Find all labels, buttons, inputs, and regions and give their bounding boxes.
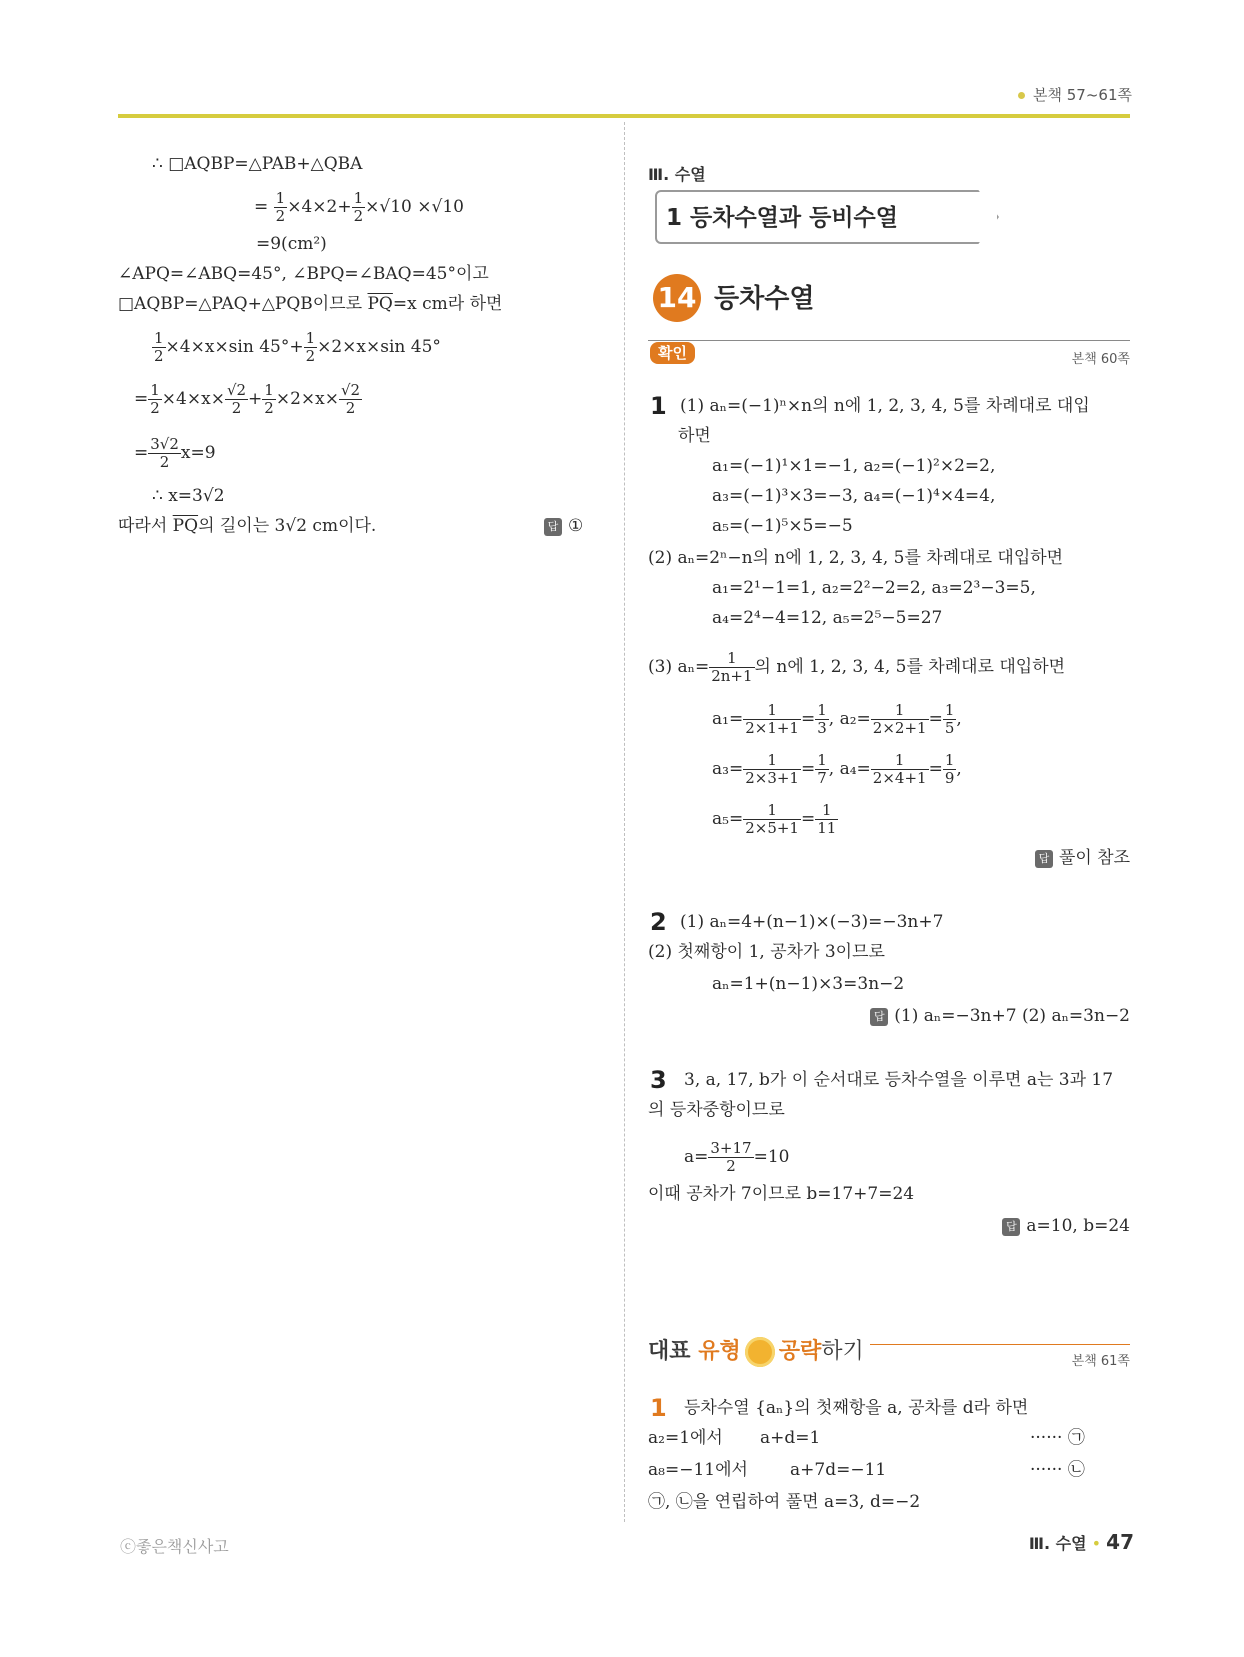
- fraction: [148, 382, 162, 417]
- denominator: 2×3+1: [745, 769, 799, 787]
- rep-heading-part: 유형: [698, 1339, 741, 1364]
- p3-line-a: 3, a, 17, b가 이 순서대로 등차수열을 이루면 a는 3과 17: [684, 1070, 1114, 1090]
- fraction: [148, 436, 181, 471]
- expr-text: 따라서: [118, 516, 173, 536]
- check-rule: [648, 340, 1130, 341]
- unit-label: Ⅲ. 수열: [648, 165, 706, 184]
- answer-text: ①: [568, 516, 584, 536]
- p1-row-1: a₁= $\frac{1}{2\times 1+1}$ = $\frac{1}{3}$ , a₂= $\frac{1}{2\times 2+1}$ = $\frac{1}{5}$ ,: [712, 701, 962, 737]
- numerator: 1: [871, 702, 929, 720]
- numerator: √2: [226, 381, 247, 399]
- left-answer: [544, 514, 583, 538]
- left-line-3: =9(cm²): [256, 234, 327, 254]
- denominator: 2: [264, 399, 274, 417]
- numerator: 1: [815, 802, 838, 820]
- numerator: 1: [275, 189, 286, 207]
- footer-unit: Ⅲ. 수열: [1028, 1534, 1087, 1553]
- fraction: [709, 650, 754, 685]
- lightbulb-icon: [745, 1337, 775, 1367]
- numerator: 1: [743, 802, 801, 820]
- check-badge: 확인: [650, 342, 695, 364]
- numerator: 1: [154, 329, 164, 347]
- problem-number: 2: [650, 908, 667, 936]
- rep-line-c2: a+7d=−11: [790, 1460, 887, 1480]
- numerator: 1: [817, 751, 827, 769]
- numerator: 1: [150, 381, 160, 399]
- numerator: 1: [709, 650, 754, 668]
- rep-line-d: ㉠, ㉡을 연립하여 풀면 a=3, d=−2: [648, 1492, 921, 1512]
- expr-text: ×2×x×: [275, 389, 339, 409]
- expr-text: , a₂=: [828, 709, 871, 729]
- rep-line-b1: a₂=1에서: [648, 1428, 723, 1448]
- fraction: [743, 702, 801, 737]
- p2-line-a: (1) aₙ=4+(n−1)×(−3)=−3n+7: [680, 912, 944, 932]
- denominator: 7: [817, 769, 827, 787]
- p1-line-c: a₃=(−1)³×3=−3, a₄=(−1)⁴×4=4,: [712, 486, 996, 506]
- denominator: 3: [817, 719, 827, 737]
- check-ref: 본책 60쪽: [1071, 352, 1130, 367]
- p1-line-f: a₁=2¹−1=1, a₂=2²−2=2, a₃=2³−3=5,: [712, 578, 1036, 598]
- numerator: √2: [340, 381, 361, 399]
- section-number: 14: [653, 274, 701, 322]
- rep-heading: [648, 1334, 864, 1367]
- eq-sign: =: [254, 197, 269, 217]
- footer-dot-icon: •: [1091, 1534, 1102, 1553]
- left-line-1: ∴ □AQBP=△PAB+△QBA: [152, 154, 363, 174]
- denominator: 2×4+1: [872, 769, 927, 787]
- left-line-8: [134, 436, 216, 471]
- left-line-9: ∴ x=3√2: [152, 486, 225, 506]
- numerator: 1: [743, 752, 801, 770]
- denominator: 2: [726, 1157, 736, 1175]
- header-ref-text: 본책 57~61쪽: [1033, 86, 1132, 104]
- p2-line-c: aₙ=1+(n−1)×3=3n−2: [712, 974, 905, 994]
- segment-pq: $\overline{PQ}$: [172, 516, 199, 536]
- fraction: [871, 702, 929, 737]
- expr-text: =10: [753, 1147, 790, 1167]
- left-line-6: [152, 330, 441, 365]
- expr-text: ,: [956, 709, 962, 729]
- rep-heading-part: 대표: [648, 1339, 691, 1364]
- problem-number: 1: [650, 392, 667, 420]
- rep-line-c1: a₈=−11에서: [648, 1460, 748, 1480]
- answer-icon: 답: [544, 518, 562, 536]
- p1-answer: [1035, 846, 1130, 870]
- expr-text: +: [248, 389, 263, 409]
- numerator: 1: [871, 752, 929, 770]
- segment-pq: $\overline{PQ}$: [367, 294, 393, 314]
- numerator: 1: [944, 701, 955, 719]
- copyright: ⓒ좋은책신사고: [120, 1537, 229, 1556]
- p1-line-b: a₁=(−1)¹×1=−1, a₂=(−1)²×2=2,: [712, 456, 996, 476]
- fraction: [262, 382, 276, 417]
- denominator: 2: [305, 347, 316, 365]
- p3-line-c: [684, 1140, 789, 1175]
- p1-line-d: a₅=(−1)⁵×5=−5: [712, 516, 853, 536]
- expr-text: ×2×x×sin 45°: [317, 337, 441, 357]
- denominator: 2: [159, 453, 170, 471]
- p1-line-a: (1) aₙ=(−1)ⁿ×n의 n에 1, 2, 3, 4, 5를 차례대로 대입: [680, 396, 1090, 416]
- section-title: 등차수열: [714, 284, 815, 314]
- expr-text: =x cm라 하면: [392, 294, 503, 314]
- column-divider: [624, 122, 625, 1522]
- rep-heading-part: 하기: [821, 1339, 864, 1364]
- header-ref: [1018, 84, 1132, 105]
- left-line-4: ∠APQ=∠ABQ=45°, ∠BPQ=∠BAQ=45°이고: [118, 264, 489, 284]
- denominator: 2×1+1: [745, 719, 799, 737]
- fraction: [274, 190, 288, 225]
- p1-line-g: a₄=2⁴−4=12, a₅=2⁵−5=27: [712, 608, 943, 628]
- denominator: 2×2+1: [872, 719, 927, 737]
- top-rule: [118, 114, 1130, 118]
- denominator: 2: [275, 207, 286, 225]
- expr-text: x=9: [180, 443, 216, 463]
- p1-line-e: (2) aₙ=2ⁿ−n의 n에 1, 2, 3, 4, 5를 차례대로 대입하면: [648, 548, 1064, 568]
- expr-text: 의 n에 1, 2, 3, 4, 5를 차례대로 대입하면: [754, 657, 1066, 677]
- answer-icon: 답: [1035, 850, 1053, 868]
- denominator: 11: [817, 819, 837, 837]
- numerator: 1: [353, 189, 364, 207]
- denominator: 2: [353, 207, 364, 225]
- numerator: 1: [264, 381, 274, 399]
- eq-sign: =: [134, 389, 149, 409]
- fraction: [815, 702, 829, 737]
- p3-line-b: 의 등차중항이므로: [648, 1100, 785, 1120]
- expr-text: □AQBP=△PAQ+△PQB이므로: [118, 294, 368, 314]
- numerator: 1: [944, 751, 955, 769]
- denominator: 9: [944, 769, 955, 787]
- p1-row-2: a₃= $\frac{1}{2\times 3+1}$ = $\frac{1}{7}$ , a₄= $\frac{1}{2\times 4+1}$ = $\frac{1}{9}$ ,: [712, 751, 962, 787]
- expr-text: a₁=: [712, 709, 744, 729]
- left-line-7: [134, 382, 362, 417]
- fraction: [225, 382, 248, 417]
- answer-text: (1) aₙ=−3n+7 (2) aₙ=3n−2: [894, 1006, 1130, 1026]
- answer-text: 풀이 참조: [1058, 848, 1130, 868]
- bullet-dot-icon: [1018, 92, 1025, 99]
- p3-line-d: 이때 공차가 7이므로 b=17+7=24: [648, 1184, 915, 1204]
- expr-text: a₃=: [712, 759, 744, 779]
- denominator: 2n+1: [711, 667, 753, 685]
- p2-line-b: (2) 첫째항이 1, 공차가 3이므로: [648, 942, 885, 962]
- eq-sign: =: [134, 443, 149, 463]
- expr-text: 의 길이는 3√2 cm이다.: [198, 516, 377, 536]
- expr-text: , a₄=: [828, 759, 871, 779]
- rep-rule: [870, 1344, 1130, 1345]
- numerator: 1: [743, 702, 801, 720]
- fraction: [743, 802, 801, 837]
- numerator: 1: [817, 701, 827, 719]
- p1-line-a2: 하면: [678, 426, 711, 446]
- chapter-title: 1 등차수열과 등비수열: [666, 205, 898, 231]
- rep-line-b3: ······ ㉠: [1030, 1428, 1085, 1448]
- p2-answer: [870, 1004, 1130, 1028]
- denominator: 2: [231, 399, 242, 417]
- numerator: 3√2: [150, 435, 179, 453]
- fraction: [815, 802, 838, 837]
- answer-icon: 답: [1002, 1218, 1020, 1236]
- fraction: [943, 702, 957, 737]
- rep-line-b2: a+d=1: [760, 1428, 821, 1448]
- left-line-10: [118, 514, 376, 538]
- fraction: [339, 382, 362, 417]
- p1-row-3: a₅= $\frac{1}{2\times 5+1}$ = $\frac{1}{11}$: [712, 801, 837, 837]
- left-line-5: [118, 292, 502, 316]
- fraction: [352, 190, 366, 225]
- fraction: [943, 752, 957, 787]
- expr-text: (3) aₙ=: [648, 657, 710, 677]
- p1-line-h: [648, 650, 1065, 685]
- p3-answer: [1002, 1214, 1130, 1238]
- fraction: [871, 752, 929, 787]
- fraction: [815, 752, 829, 787]
- fraction: [708, 1140, 753, 1175]
- denominator: 5: [944, 719, 955, 737]
- expr-text: ×√10 ×√10: [365, 197, 464, 217]
- denominator: 2×5+1: [745, 819, 799, 837]
- denominator: 2: [154, 347, 164, 365]
- fraction: [743, 752, 801, 787]
- fraction: [304, 330, 318, 365]
- rep-ref: 본책 61쪽: [1071, 1354, 1130, 1369]
- left-line-2: [254, 190, 464, 225]
- denominator: 2: [345, 399, 356, 417]
- problem-number: 3: [650, 1066, 667, 1094]
- fraction: [152, 330, 166, 365]
- denominator: 2: [150, 399, 160, 417]
- rep-line-c3: ······ ㉡: [1030, 1460, 1085, 1480]
- problem-number: 1: [650, 1394, 667, 1422]
- expr-text: ,: [956, 759, 962, 779]
- rep-heading-part: 공략: [778, 1339, 822, 1364]
- page-footer: [1029, 1530, 1134, 1554]
- answer-text: a=10, b=24: [1026, 1216, 1130, 1236]
- numerator: 3+17: [710, 1139, 752, 1157]
- expr-text: ×4×x×: [161, 389, 225, 409]
- numerator: 1: [305, 329, 316, 347]
- expr-text: ×4×x×sin 45°+: [165, 337, 304, 357]
- expr-text: ×4×2+: [287, 197, 352, 217]
- page-number: 47: [1106, 1530, 1134, 1554]
- rep-line-a: 등차수열 {aₙ}의 첫째항을 a, 공차를 d라 하면: [684, 1398, 1029, 1418]
- expr-text: a=: [684, 1147, 709, 1167]
- expr-text: a₅=: [712, 809, 744, 829]
- answer-icon: 답: [870, 1008, 888, 1026]
